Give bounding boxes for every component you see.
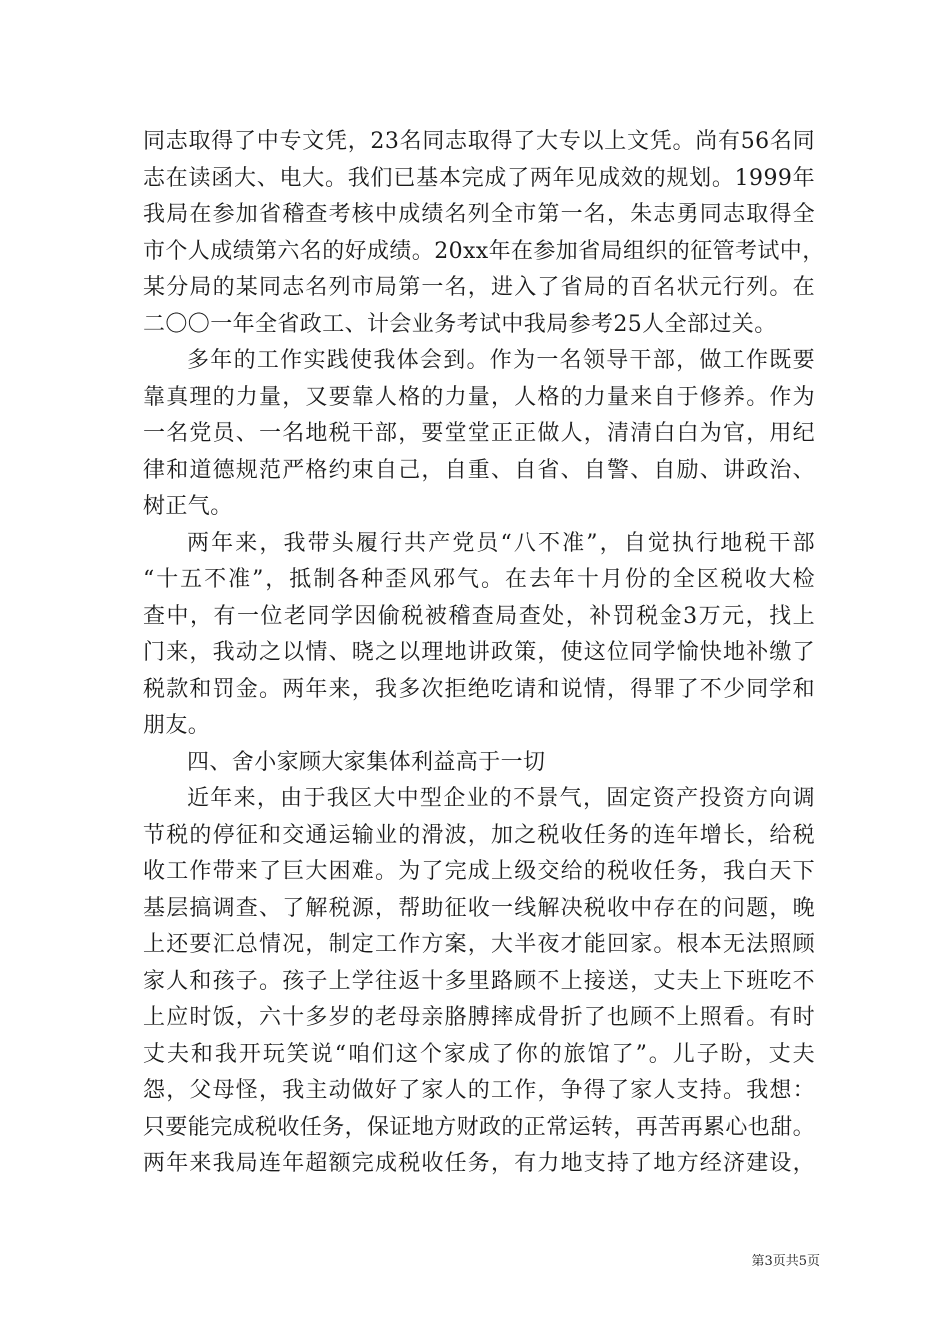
text-line: 查中，有一位老同学因偷税被稽查局查处，补罚税金3万元，找上 <box>143 603 815 629</box>
text-line: 近年来，由于我区大中型企业的不景气，固定资产投资方向调 <box>187 786 815 811</box>
text-line: 树正气。 <box>143 494 233 519</box>
text-line: 靠真理的力量，又要靠人格的力量，人格的力量来自于修养。作为 <box>143 384 815 410</box>
document-body <box>143 124 825 1183</box>
text-line: 两年来，我带头履行共产党员“八不准”，自觉执行地税干部 <box>187 530 815 556</box>
text-line: 某分局的某同志名列市局第一名，进入了省局的百名状元行列。在 <box>143 275 815 300</box>
text-line: “十五不准”，抵制各种歪风邪气。在去年十月份的全区税收大检 <box>143 567 815 592</box>
text-line: 多年的工作实践使我体会到。作为一名领导干部，做工作既要 <box>187 348 815 373</box>
text-line: 丈夫和我开玩笑说“咱们这个家成了你的旅馆了”。儿子盼，丈夫 <box>143 1041 815 1067</box>
text-line: 一名党员、一名地税干部，要堂堂正正做人，清清白白为官，用纪 <box>143 421 815 446</box>
text-line: 上应时饭，六十多岁的老母亲胳膊摔成骨折了也顾不上照看。有时 <box>143 1005 815 1030</box>
page-number: 第3页共5页 <box>751 1254 820 1269</box>
text-line: 律和道德规范严格约束自己，自重、自省、自警、自励、讲政治、 <box>143 457 815 483</box>
text-line: 只要能完成税收任务，保证地方财政的正常运转，再苦再累心也甜。 <box>143 1114 816 1140</box>
text-line: 朋友。 <box>143 713 211 738</box>
text-line: 怨，父母怪，我主动做好了家人的工作，争得了家人支持。我想： <box>143 1078 815 1103</box>
text-line: 志在读函大、电大。我们已基本完成了两年见成效的规划。1999年 <box>143 165 815 191</box>
section-heading: 四、舍小家顾大家集体利益高于一切 <box>187 749 546 775</box>
text-line: 节税的停征和交通运输业的滑波，加之税收任务的连年增长，给税 <box>143 822 815 848</box>
text-line: 家人和孩子。孩子上学往返十多里路顾不上接送，丈夫上下班吃不 <box>143 968 815 994</box>
text-line: 基层搞调查、了解税源，帮助征收一线解决税收中存在的问题，晚 <box>143 895 815 921</box>
text-line: 税款和罚金。两年来，我多次拒绝吃请和说情，得罪了不少同学和 <box>143 676 815 702</box>
text-line: 我局在参加省稽查考核中成绩名列全市第一名，朱志勇同志取得全 <box>143 202 815 227</box>
text-line: 收工作带来了巨大困难。为了完成上级交给的税收任务，我白天下 <box>143 859 815 884</box>
text-line: 同志取得了中专文凭，23名同志取得了大专以上文凭。尚有56名同 <box>143 129 815 154</box>
text-line: 二〇〇一年全省政工、计会业务考试中我局参考25人全部过关。 <box>143 311 777 337</box>
text-line: 两年来我局连年超额完成税收任务，有力地支持了地方经济建设， <box>143 1151 815 1176</box>
text-line: 上还要汇总情况，制定工作方案，大半夜才能回家。根本无法照顾 <box>143 932 815 957</box>
text-line: 市个人成绩第六名的好成绩。20xx年在参加省局组织的征管考试中， <box>143 238 825 264</box>
text-line: 门来，我动之以情、晓之以理地讲政策，使这位同学愉快地补缴了 <box>143 640 815 665</box>
